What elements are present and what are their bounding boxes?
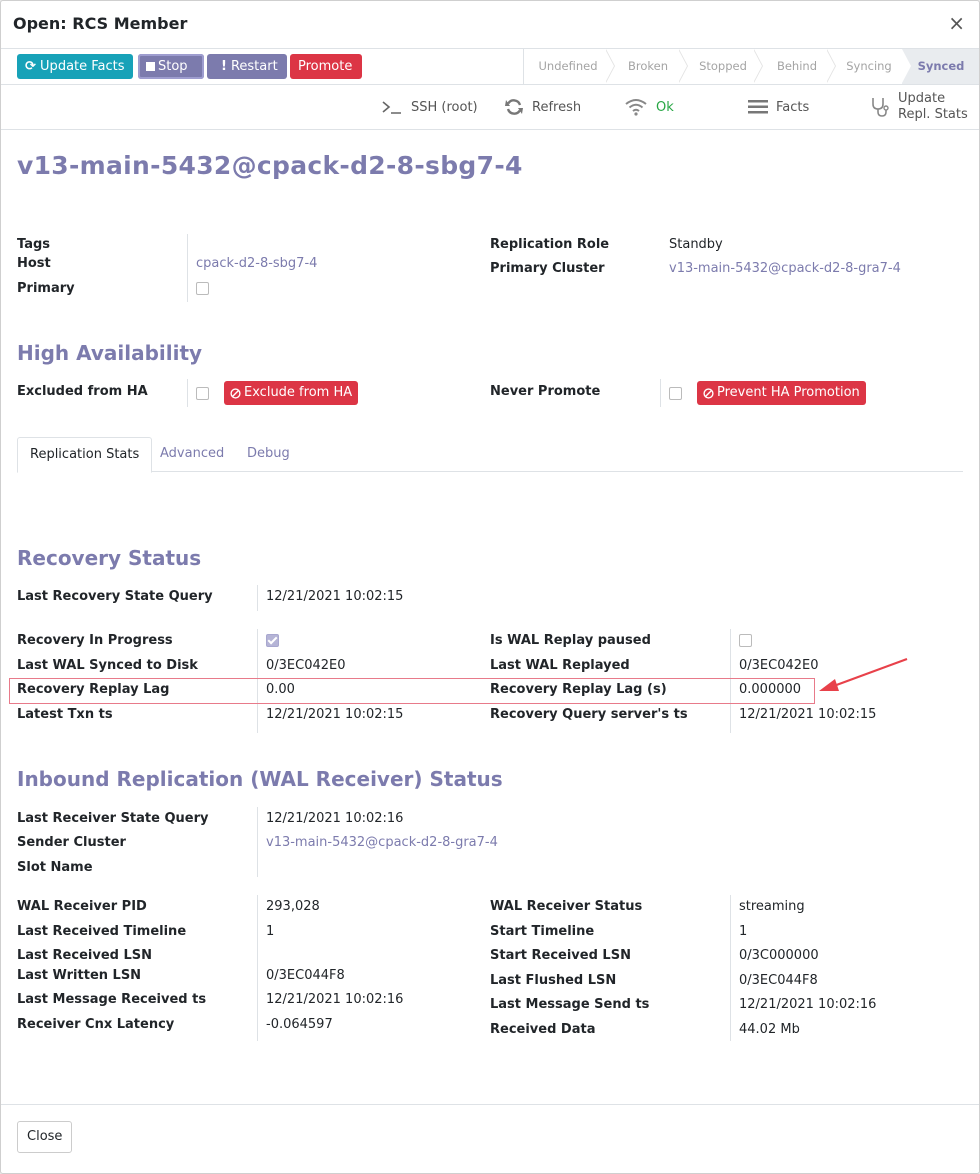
last-wal-synced-value: 0/3EC042E0 — [266, 658, 346, 673]
received-data-label: Received Data — [490, 1022, 596, 1037]
update-repl-stats-button[interactable] — [870, 85, 968, 129]
receiver-latency-label: Receiver Cnx Latency — [17, 1017, 175, 1032]
replication-role-label: Replication Role — [490, 237, 610, 252]
annotation-arrow-icon — [813, 653, 913, 697]
last-message-received-value: 12/21/2021 10:02:16 — [266, 992, 404, 1007]
recovery-in-progress-label: Recovery In Progress — [17, 633, 173, 648]
primary-checkbox[interactable] — [196, 282, 209, 295]
primary-label: Primary — [17, 281, 75, 296]
last-receiver-query-value: 12/21/2021 10:02:16 — [266, 811, 404, 826]
step-separator-inner — [902, 49, 911, 83]
field-divider — [660, 379, 661, 407]
last-recovery-query-label: Last Recovery State Query — [17, 589, 213, 604]
restart-button[interactable] — [207, 54, 287, 79]
last-written-lsn-value: 0/3EC044F8 — [266, 968, 345, 983]
last-message-send-value: 12/21/2021 10:02:16 — [739, 997, 877, 1012]
last-received-timeline-label: Last Received Timeline — [17, 924, 187, 939]
facts-button[interactable] — [748, 85, 809, 129]
tags-label: Tags — [17, 237, 51, 252]
ssh-button[interactable] — [381, 85, 478, 129]
stethoscope-icon — [870, 96, 890, 118]
field-divider — [257, 895, 258, 1041]
field-divider — [187, 234, 188, 302]
smart-button-toolbar — [1, 85, 979, 130]
host-label: Host — [17, 256, 51, 271]
recovery-in-progress-checkbox[interactable] — [266, 634, 279, 647]
refresh-label: Refresh — [532, 99, 582, 115]
primary-cluster-label: Primary Cluster — [490, 261, 605, 276]
latest-txn-value: 12/21/2021 10:02:15 — [266, 707, 404, 722]
dialog-title: Open: RCS Member — [13, 14, 188, 33]
recovery-replay-lag-s-value: 0.000000 — [739, 682, 802, 697]
sender-cluster-label: Sender Cluster — [17, 835, 126, 850]
state-step-broken[interactable]: Broken — [627, 59, 668, 73]
last-received-lsn-label: Last Received LSN — [17, 948, 152, 963]
field-divider — [257, 807, 258, 877]
field-divider — [187, 379, 188, 407]
state-step-stopped[interactable]: Stopped — [699, 59, 747, 73]
wal-receiver-pid-label: WAL Receiver PID — [17, 899, 147, 914]
last-written-lsn-label: Last Written LSN — [17, 968, 142, 983]
tab-advanced[interactable]: Advanced — [160, 446, 225, 461]
terminal-icon — [381, 99, 403, 115]
ssh-label: SSH (root) — [411, 99, 478, 115]
ha-section-title: High Availability — [17, 341, 203, 365]
ban-icon — [703, 388, 714, 399]
tab-debug[interactable]: Debug — [247, 446, 290, 461]
last-receiver-query-label: Last Receiver State Query — [17, 811, 209, 826]
last-message-received-label: Last Message Received ts — [17, 992, 207, 1007]
dialog-header — [1, 1, 979, 49]
update-facts-button[interactable] — [17, 54, 133, 79]
state-steps — [523, 49, 980, 84]
never-promote-label: Never Promote — [490, 384, 601, 399]
last-wal-synced-label: Last WAL Synced to Disk — [17, 658, 198, 673]
promote-button[interactable] — [290, 54, 362, 79]
stop-icon — [146, 62, 155, 71]
update-repl-stats-line1: Update — [898, 91, 946, 106]
refresh-button[interactable] — [504, 85, 581, 129]
start-timeline-value: 1 — [739, 924, 748, 939]
wifi-icon — [624, 98, 648, 116]
wal-receiver-pid-value: 293,028 — [266, 899, 320, 914]
last-wal-replayed-label: Last WAL Replayed — [490, 658, 630, 673]
tab-replication-stats[interactable]: Replication Stats — [17, 437, 152, 473]
start-received-lsn-label: Start Received LSN — [490, 948, 631, 963]
primary-cluster-link[interactable]: v13-main-5432@cpack-d2-8-gra7-4 — [669, 261, 901, 276]
stop-label: Stop — [158, 59, 188, 74]
facts-label: Facts — [776, 99, 810, 115]
refresh-icon: ⟳ — [25, 59, 36, 74]
inbound-section-title: Inbound Replication (WAL Receiver) Status — [17, 767, 503, 791]
exclamation-icon: ! — [221, 59, 227, 74]
list-icon — [748, 99, 768, 115]
stop-button[interactable] — [138, 54, 204, 79]
ok-label: Ok — [656, 99, 674, 115]
update-facts-label: Update Facts — [40, 59, 125, 74]
state-step-synced[interactable]: Synced — [902, 49, 980, 84]
last-received-timeline-value: 1 — [266, 924, 275, 939]
recovery-server-ts-value: 12/21/2021 10:02:15 — [739, 707, 877, 722]
close-button[interactable]: Close — [17, 1121, 72, 1153]
recovery-replay-lag-value: 0.00 — [266, 682, 295, 697]
field-divider — [730, 895, 731, 1041]
promote-label: Promote — [298, 59, 353, 74]
slot-name-label: Slot Name — [17, 860, 93, 875]
prevent-ha-promotion-label: Prevent HA Promotion — [717, 385, 860, 400]
connection-ok-button[interactable] — [624, 85, 674, 129]
never-promote-checkbox[interactable] — [669, 387, 682, 400]
ban-icon — [230, 388, 241, 399]
last-recovery-query-value: 12/21/2021 10:02:15 — [266, 589, 404, 604]
wal-receiver-status-value: streaming — [739, 899, 805, 914]
state-step-syncing[interactable]: Syncing — [846, 59, 892, 73]
update-repl-stats-label — [898, 91, 968, 123]
field-divider — [257, 585, 258, 611]
start-timeline-label: Start Timeline — [490, 924, 595, 939]
statusbar — [1, 49, 979, 85]
record-title: v13-main-5432@cpack-d2-8-sbg7-4 — [17, 151, 523, 180]
prevent-ha-promotion-button[interactable] — [697, 381, 866, 405]
exclude-from-ha-label: Exclude from HA — [244, 385, 353, 400]
notebook-tabs — [17, 437, 963, 472]
update-repl-stats-line2: Repl. Stats — [898, 107, 968, 122]
step-separator-inner — [753, 49, 762, 83]
wal-replay-paused-checkbox[interactable] — [739, 634, 752, 647]
recovery-replay-lag-label: Recovery Replay Lag — [17, 682, 170, 697]
start-received-lsn-value: 0/3C000000 — [739, 948, 819, 963]
state-step-behind[interactable]: Behind — [776, 59, 818, 73]
state-step-undefined[interactable]: Undefined — [538, 59, 598, 73]
excluded-from-ha-label: Excluded from HA — [17, 384, 148, 399]
last-flushed-lsn-value: 0/3EC044F8 — [739, 973, 818, 988]
last-message-send-label: Last Message Send ts — [490, 997, 650, 1012]
recovery-replay-lag-s-label: Recovery Replay Lag (s) — [490, 682, 667, 697]
recovery-server-ts-label: Recovery Query server's ts — [490, 707, 688, 722]
restart-label: Restart — [230, 59, 278, 74]
receiver-latency-value: -0.064597 — [266, 1017, 333, 1032]
last-wal-replayed-value: 0/3EC042E0 — [739, 658, 819, 673]
exclude-from-ha-button[interactable] — [224, 381, 358, 405]
wal-replay-paused-label: Is WAL Replay paused — [490, 633, 651, 648]
host-link[interactable]: cpack-d2-8-sbg7-4 — [196, 256, 318, 271]
refresh-icon — [504, 97, 524, 117]
last-flushed-lsn-label: Last Flushed LSN — [490, 973, 617, 988]
received-data-value: 44.02 Mb — [739, 1022, 800, 1037]
excluded-from-ha-checkbox[interactable] — [196, 387, 209, 400]
dialog-footer — [1, 1104, 979, 1174]
wal-receiver-status-label: WAL Receiver Status — [490, 899, 643, 914]
recovery-section-title: Recovery Status — [17, 546, 202, 570]
latest-txn-label: Latest Txn ts — [17, 707, 113, 722]
sender-cluster-link[interactable]: v13-main-5432@cpack-d2-8-gra7-4 — [266, 835, 498, 850]
close-icon[interactable]: × — [948, 11, 965, 35]
replication-role-value: Standby — [669, 237, 723, 252]
